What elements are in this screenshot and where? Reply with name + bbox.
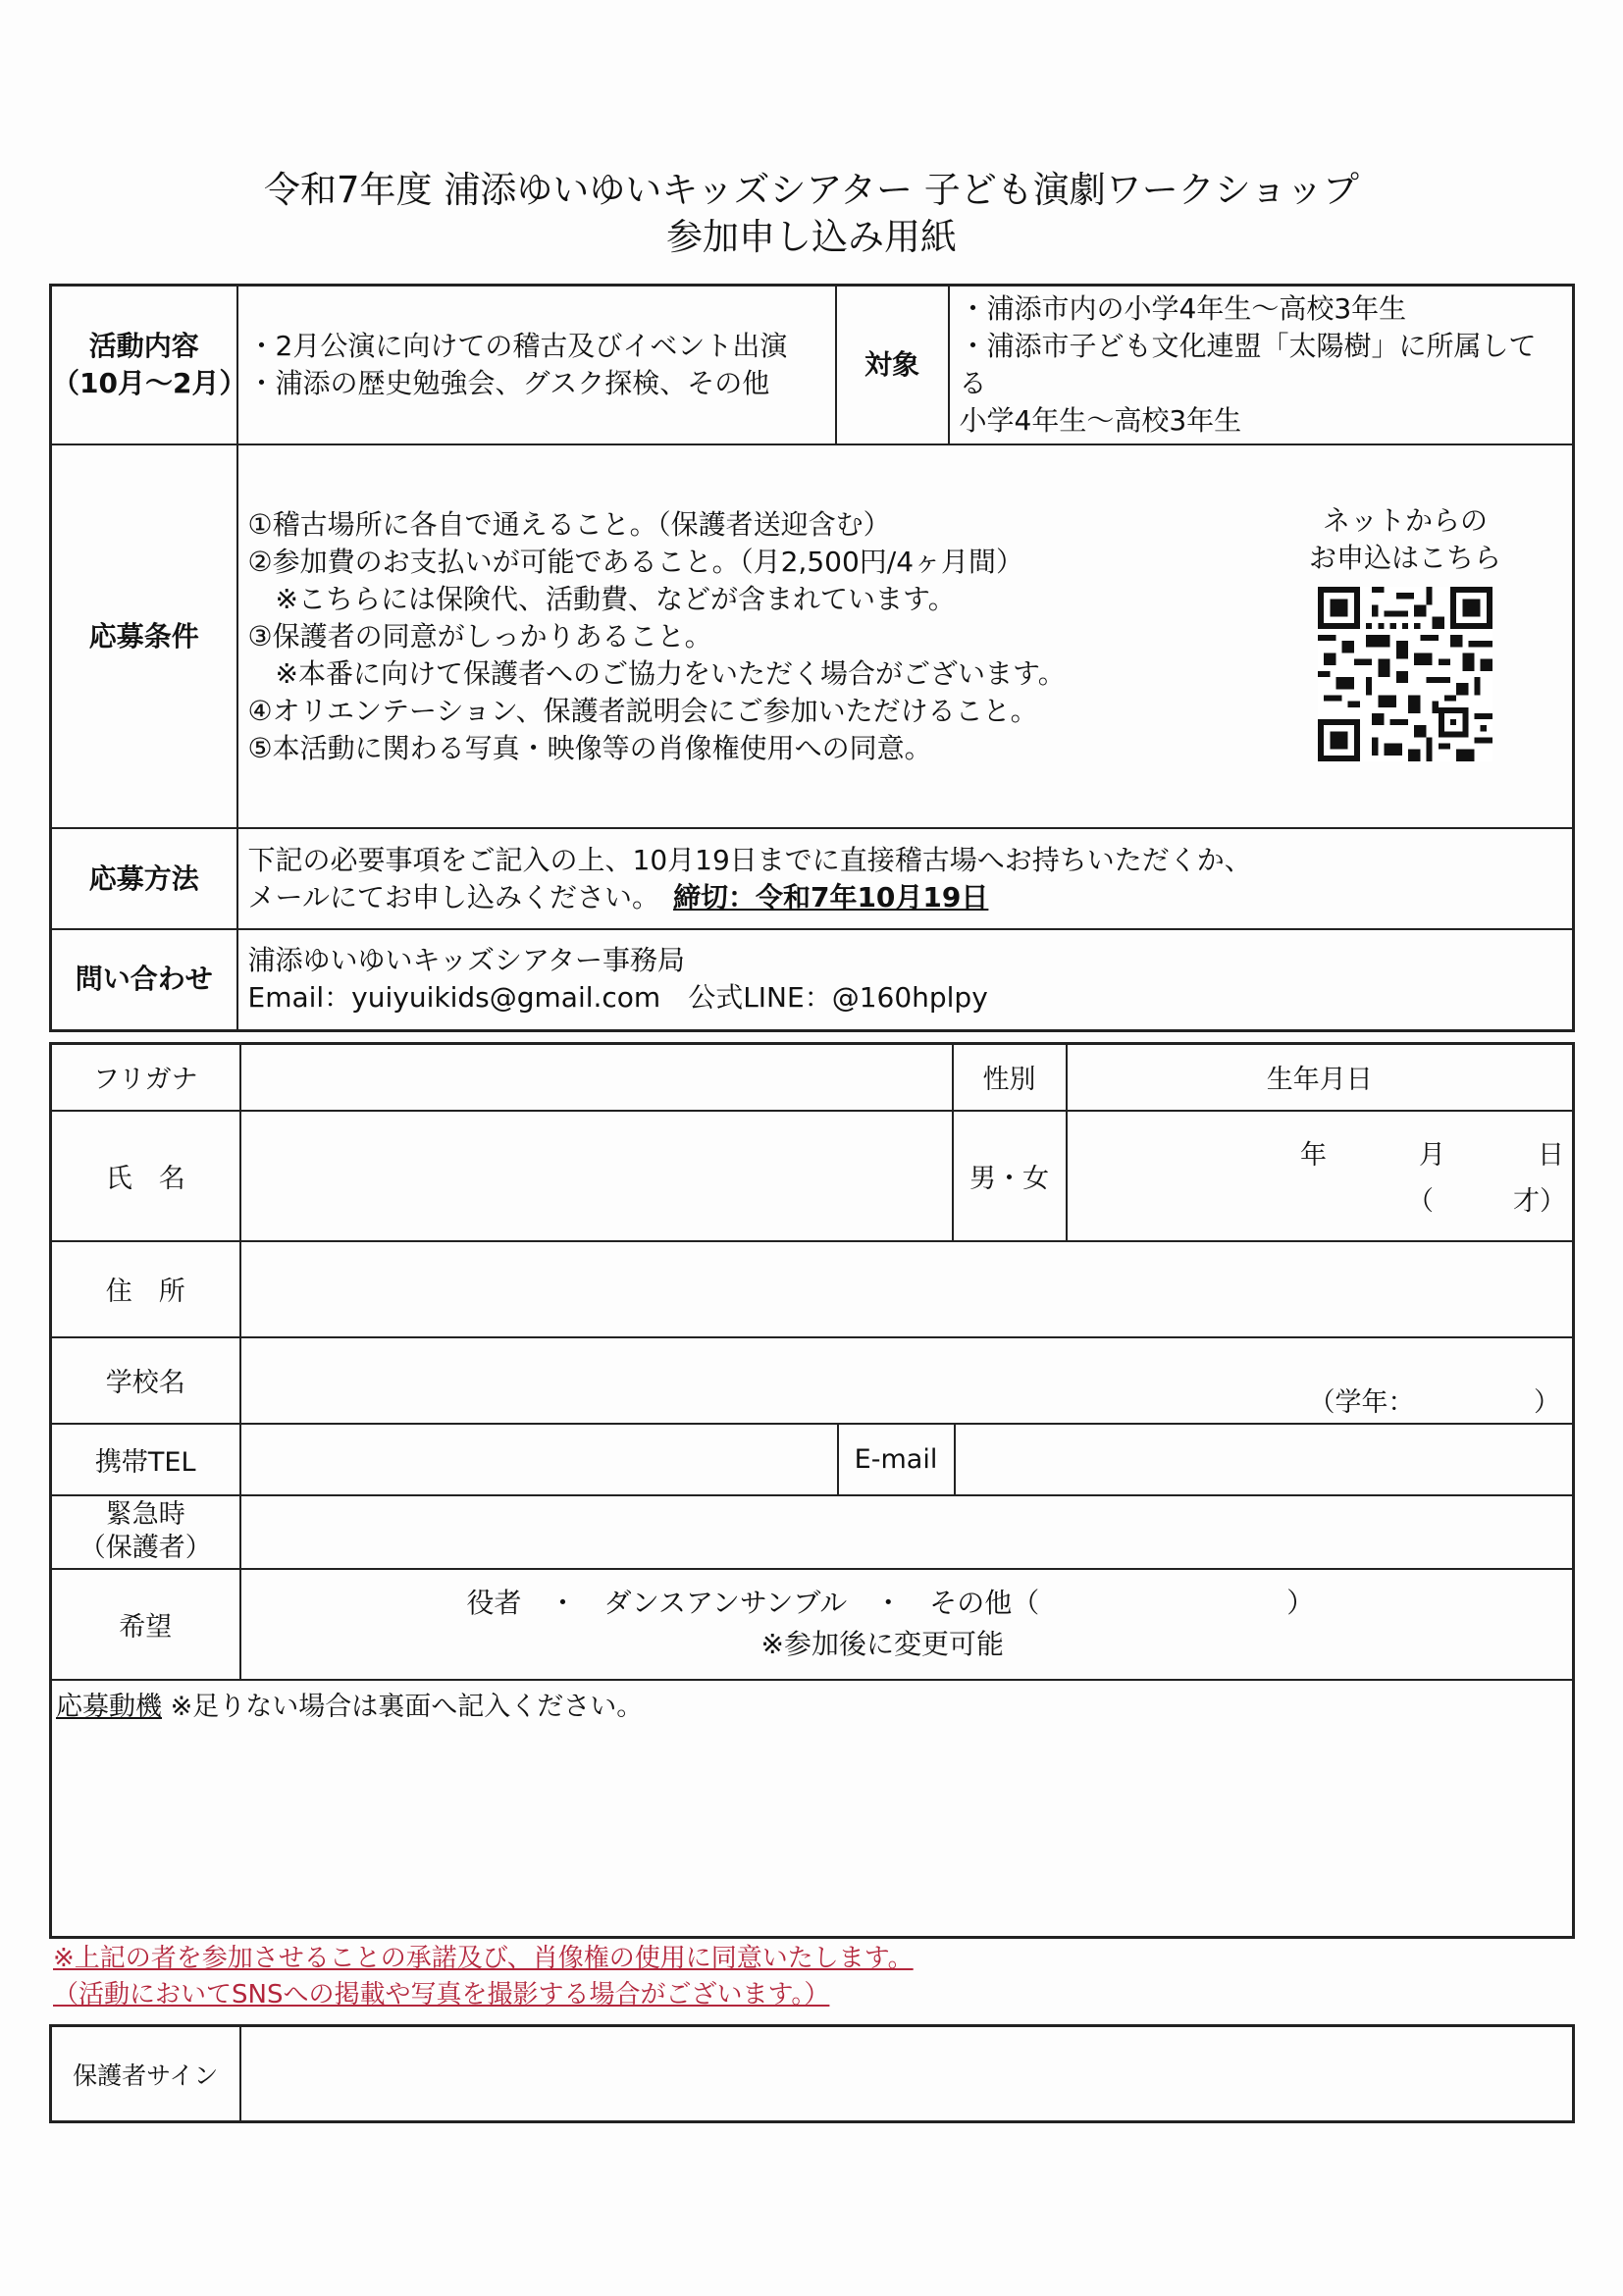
signature-label: 保護者サイン xyxy=(51,2026,240,2122)
method-row xyxy=(51,828,1574,929)
wish-cell[interactable] xyxy=(240,1569,1574,1680)
method-line: 下記の必要事項をご記入の上、10月19日までに直接稽古場へお持ちいただくか、 xyxy=(247,843,1252,876)
method-label: 応募方法 xyxy=(51,828,237,929)
motive-field[interactable] xyxy=(51,1680,1574,1938)
activity-label-cell xyxy=(51,286,247,445)
signature-row xyxy=(51,2026,1574,2122)
target-line: ・浦添市内の小学4年生～高校3年生 xyxy=(959,292,1407,325)
birthdate-units xyxy=(1068,1133,1573,1172)
gender-field[interactable]: 男・女 xyxy=(953,1111,1067,1241)
phone-label: 携帯TEL xyxy=(51,1424,240,1495)
method-line2 xyxy=(248,879,1563,916)
emergency-field[interactable] xyxy=(240,1495,1574,1569)
activity-line: ・浦添の歴史勉強会、グスク探検、その他 xyxy=(247,367,770,399)
deadline-text: 締切：令和7年10月19日 xyxy=(672,880,989,913)
target-line: ・浦添市子ども文化連盟「太陽樹」に所属してる xyxy=(959,330,1537,399)
furigana-field[interactable] xyxy=(240,1044,953,1111)
application-form xyxy=(49,1042,1575,1939)
wish-row xyxy=(51,1569,1574,1680)
conditions-label: 応募条件 xyxy=(51,444,237,828)
qr-code-icon[interactable] xyxy=(1318,587,1492,761)
motive-label: 応募動機 xyxy=(56,1691,162,1722)
consent-line1: ※上記の者を参加させることの承諾及び、肖像権の使用に同意いたします。 xyxy=(53,1944,914,1973)
emergency-row xyxy=(51,1495,1574,1569)
target-label: 対象 xyxy=(836,286,949,445)
condition-item: ④オリエンテーション、保護者説明会にご参加いただけること。 xyxy=(247,694,1038,727)
emergency-label-sub: （保護者） xyxy=(79,1533,212,1563)
contact-cell xyxy=(237,929,1574,1030)
address-label: 住 所 xyxy=(51,1241,240,1337)
motive-row xyxy=(51,1680,1574,1938)
condition-item: ※こちらには保険代、活動費、などが含まれています。 xyxy=(247,582,956,615)
address-row xyxy=(51,1241,1574,1337)
page-title-line1: 令和7年度 浦添ゆいゆいキッズシアター 子ども演劇ワークショップ xyxy=(264,169,1359,211)
signature-field[interactable] xyxy=(240,2026,1574,2122)
address-field[interactable] xyxy=(240,1241,1574,1337)
email-field[interactable] xyxy=(956,1425,1573,1494)
school-field[interactable] xyxy=(240,1337,1574,1424)
activity-line: ・2月公演に向けての稽古及びイベント出演 xyxy=(247,330,788,362)
conditions-cell xyxy=(237,444,1574,828)
motive-note: ※足りない場合は裏面へ記入ください。 xyxy=(162,1691,644,1722)
phone-email-cell xyxy=(240,1424,1574,1495)
conditions-row xyxy=(51,444,1574,828)
furigana-label: フリガナ xyxy=(51,1044,240,1111)
phone-field[interactable] xyxy=(241,1425,837,1494)
condition-item: ①稽古場所に各自で通えること。（保護者送迎含む） xyxy=(247,507,891,541)
condition-item: ③保護者の同意がしっかりあること。 xyxy=(247,619,712,652)
contact-row xyxy=(51,929,1574,1030)
wish-options[interactable]: 役者 ・ ダンスアンサンブル ・ その他（ ） xyxy=(466,1587,1315,1619)
grade-text: （学年： ） xyxy=(1308,1386,1560,1418)
contact-org: 浦添ゆいゆいキッズシアター事務局 xyxy=(247,944,685,977)
contact-label: 問い合わせ xyxy=(51,929,237,1030)
furigana-row xyxy=(51,1044,1574,1111)
contact-email-line[interactable]: Email：yuiyuikids@gmail.com 公式LINE：@160hplpy xyxy=(247,981,988,1015)
school-row xyxy=(51,1337,1574,1424)
method-cell xyxy=(237,828,1574,929)
condition-item: ②参加費のお支払いが可能であること。（月2,500円/4ヶ月間） xyxy=(247,545,1024,578)
wish-note: ※参加後に変更可能 xyxy=(760,1628,1004,1660)
condition-item: ⑤本活動に関わる写真・映像等の肖像権使用への同意。 xyxy=(247,731,932,764)
qr-caption: お申込はこちら xyxy=(1308,541,1501,574)
activity-row xyxy=(51,286,1574,445)
target-line: 小学4年生～高校3年生 xyxy=(959,404,1242,437)
activity-period: （10月～2月） xyxy=(52,367,247,399)
qr-caption: ネットからの xyxy=(1322,503,1488,537)
month-unit: 月 xyxy=(1419,1140,1445,1171)
condition-item: ※本番に向けて保護者へのご協力をいただく場合がございます。 xyxy=(247,656,1066,690)
qr-block[interactable] xyxy=(1278,502,1533,771)
school-label: 学校名 xyxy=(51,1337,240,1424)
name-label: 氏 名 xyxy=(51,1111,240,1241)
signature-table xyxy=(49,2024,1575,2123)
conditions-list xyxy=(238,498,1279,775)
gender-label: 性別 xyxy=(953,1044,1067,1111)
contact-info-row xyxy=(51,1424,1574,1495)
year-unit: 年 xyxy=(1300,1140,1327,1171)
age-text: （ 才） xyxy=(1407,1186,1566,1217)
target-content-cell xyxy=(949,286,1574,445)
birthdate-label: 生年月日 xyxy=(1067,1044,1574,1111)
activity-content-cell xyxy=(237,286,836,445)
name-row xyxy=(51,1111,1574,1241)
method-text: メールにてお申し込みください。 xyxy=(247,880,646,913)
day-unit: 日 xyxy=(1538,1140,1564,1171)
email-label: E-mail xyxy=(837,1425,956,1494)
birthdate-field[interactable] xyxy=(1067,1111,1574,1241)
wish-label: 希望 xyxy=(51,1569,240,1680)
name-field[interactable] xyxy=(240,1111,953,1241)
page-title-line2: 参加申し込み用紙 xyxy=(666,216,957,258)
consent-line2: （活動においてSNSへの掲載や写真を撮影する場合がございます。） xyxy=(53,1980,830,2009)
emergency-label: 緊急時 xyxy=(105,1499,185,1530)
emergency-label-cell xyxy=(51,1495,240,1569)
info-table xyxy=(49,284,1575,1032)
activity-label: 活動内容 xyxy=(88,330,199,362)
